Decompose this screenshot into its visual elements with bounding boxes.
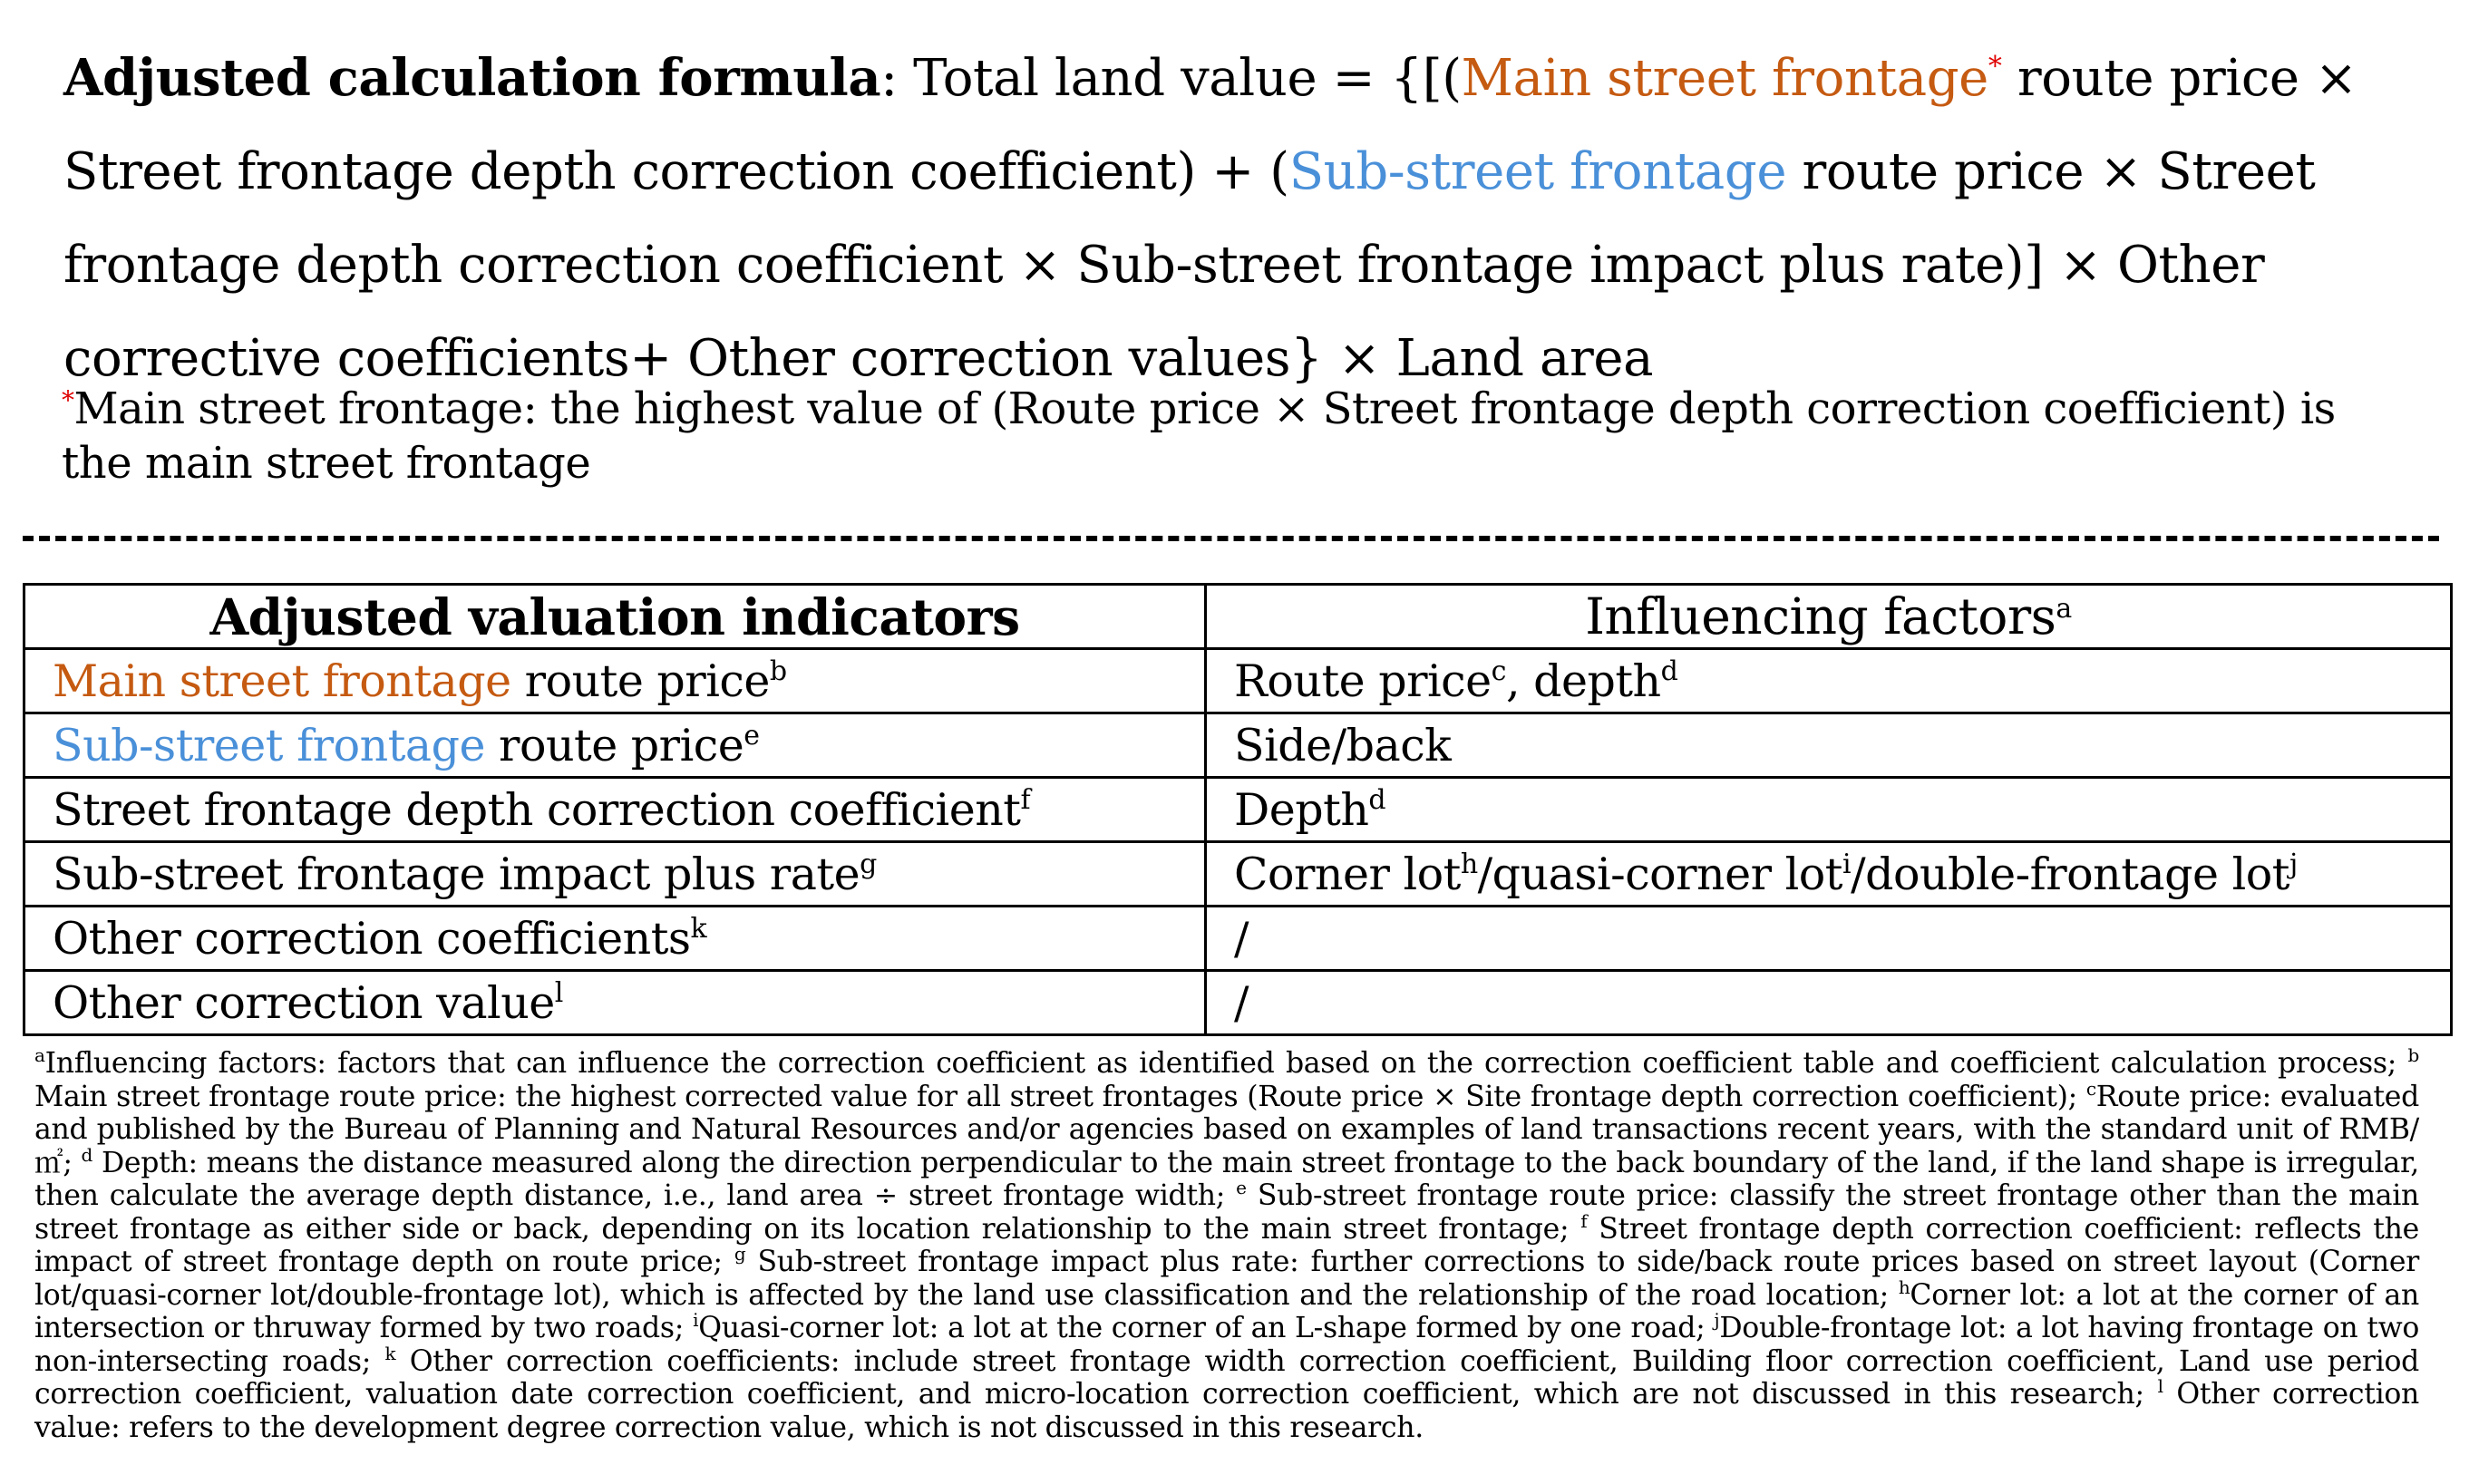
footnote-text: Sub-street frontage route price: classify the street frontage other than the main street frontage as either side or back, depending on its location relationship to the main street frontage;: [34, 1179, 2420, 1246]
formula-main-street: Main street frontage: [1461, 49, 1988, 108]
indicator-text: route price: [484, 719, 744, 771]
indicator-sub-street: Sub-street frontage: [53, 719, 485, 771]
footnote-marker: k: [384, 1342, 396, 1364]
footnote-marker: d: [81, 1143, 93, 1166]
table-row: [24, 842, 2452, 907]
footnote-text: Influencing factors: factors that can influence the correction coefficient as identified based on the correction coefficient table and coefficient calculation process;: [44, 1047, 2397, 1080]
table-row: [24, 907, 2452, 971]
header-factors-label: Influencing factors: [1585, 587, 2056, 645]
factor-sup-2: i: [1842, 848, 1852, 880]
indicator-text: Other correction coefficients: [53, 912, 691, 965]
indicator-cell: [24, 842, 1206, 907]
factor-sup: c: [1491, 655, 1506, 687]
formula-sub-street: Sub-street frontage: [1288, 142, 1787, 201]
footnote-marker: b: [2407, 1044, 2419, 1066]
table-row: [24, 713, 2452, 778]
indicator-cell: [24, 649, 1206, 713]
adjusted-formula: [63, 20, 2421, 405]
indicator-cell: [24, 713, 1206, 778]
footnote-marker: f: [1580, 1209, 1588, 1232]
footnote-marker: l: [2157, 1375, 2163, 1397]
indicator-sup: k: [690, 912, 707, 945]
factor-text: /: [1234, 976, 1249, 1029]
formula-part-2: route price × Street frontage depth correction coefficient) + (: [63, 49, 2357, 201]
factor-text-2: /quasi-corner lot: [1477, 848, 1842, 900]
footnote-text: Route price: evaluated and published by the Bureau of Planning and Natural Resources and/or agencies based on examples of land transactions recent years, with the standard unit of RMB/㎡;: [34, 1080, 2419, 1179]
formula-part-3: route price × Street frontage depth correction coefficient × Sub-street frontage impact plus rate)] × Other corrective coefficients+ Other correction values} × Land area: [63, 142, 2316, 388]
footnote-text: Street frontage depth correction coefficient: reflects the impact of street frontage depth on route price;: [34, 1212, 2419, 1278]
indicator-sup: e: [744, 719, 760, 752]
footnote-marker: h: [1898, 1275, 1910, 1298]
indicator-cell: [24, 971, 1206, 1035]
factor-cell: [1206, 713, 2452, 778]
factor-cell: [1206, 907, 2452, 971]
table-row: [24, 649, 2452, 713]
asterisk-note: [62, 373, 2410, 490]
factor-cell: [1206, 649, 2452, 713]
footnote-marker: c: [2085, 1077, 2096, 1100]
indicator-sup: b: [769, 655, 787, 687]
table-row: [24, 971, 2452, 1035]
footnote-marker: j: [1714, 1309, 1720, 1331]
factor-cell: [1206, 778, 2452, 842]
factor-sup: h: [1460, 848, 1478, 880]
indicator-sup: g: [860, 848, 877, 880]
formula-label: Adjusted calculation formula: [63, 48, 881, 108]
indicator-cell: [24, 907, 1206, 971]
factor-text: /: [1234, 912, 1249, 965]
footnote-text: Depth: means the distance measured along the direction perpendicular to the main street frontage to the back boundary of the land, if the land shape is irregular, then calculate the average depth distance, i.e., land area ÷ street frontage width;: [34, 1146, 2419, 1212]
dashed-divider: [23, 536, 2439, 541]
factor-text: Depth: [1234, 783, 1369, 836]
indicator-sup: f: [1020, 783, 1031, 816]
indicator-cell: [24, 778, 1206, 842]
factor-sup: d: [1368, 783, 1386, 816]
factor-text: Route price: [1234, 655, 1492, 707]
footnote-marker: i: [693, 1309, 699, 1331]
note-text: Main street frontage: the highest value of (Route price × Street frontage depth correction coefficient) is the main street frontage: [62, 383, 2336, 489]
header-factors: [1206, 585, 2452, 649]
footnote-text: Other correction value: refers to the development degree correction value, which is not discussed in this research.: [34, 1378, 2420, 1444]
footnote-text: Other correction coefficients: include street frontage width correction coefficient, Building floor correction coefficient, Land use period correction coefficient, valuation date correction coefficient, and micro-location correction coefficient, which are not discussed in this research;: [34, 1344, 2419, 1411]
indicator-text: Other correction value: [53, 976, 555, 1029]
footnote-marker: g: [734, 1243, 746, 1265]
factor-cell: [1206, 842, 2452, 907]
formula-part-1: : Total land value = {[(: [880, 49, 1462, 108]
indicator-text: route price: [510, 655, 770, 707]
footnote-text: Double-frontage lot: a lot having frontage on two non-intersecting roads;: [34, 1312, 2420, 1378]
indicator-text: Sub-street frontage impact plus rate: [53, 848, 860, 900]
factor-sup-2: d: [1660, 655, 1678, 687]
factor-cell: [1206, 971, 2452, 1035]
factor-sup-3: j: [2289, 848, 2298, 880]
footnote-text: Corner lot: a lot at the corner of an intersection or thruway formed by two roads;: [34, 1278, 2419, 1344]
note-asterisk: *: [62, 385, 74, 415]
footnote-text: Main street frontage route price: the highest corrected value for all street frontages (Route price × Site frontage depth correction coefficient);: [34, 1080, 2077, 1113]
factor-text: Side/back: [1234, 719, 1452, 771]
footnote-text: Sub-street frontage impact plus rate: further corrections to side/back route prices based on street layout (Corner lot/quasi-corner lot/double-frontage lot), which is affected by the land use classification and the relationship of the road location;: [34, 1246, 2419, 1312]
table-row: [24, 778, 2452, 842]
header-indicators: Adjusted valuation indicators: [24, 585, 1206, 649]
factor-text: Corner lot: [1234, 848, 1461, 900]
footnotes: [34, 1044, 2420, 1444]
footnote-marker: a: [34, 1044, 45, 1066]
factor-text-3: /double-frontage lot: [1851, 848, 2289, 900]
indicator-main-street: Main street frontage: [53, 655, 511, 707]
footnote-text: Quasi-corner lot: a lot at the corner of an L-shape formed by one road;: [698, 1312, 1706, 1344]
table-header-row: [24, 585, 2452, 649]
header-factors-sup: a: [2056, 593, 2072, 625]
indicator-text: Street frontage depth correction coefficient: [53, 783, 1021, 836]
indicators-table: [23, 583, 2453, 1036]
factor-text-2: , depth: [1505, 655, 1661, 707]
indicator-sup: l: [554, 976, 563, 1009]
footnote-marker: e: [1236, 1177, 1247, 1198]
formula-asterisk: *: [1988, 51, 2002, 82]
